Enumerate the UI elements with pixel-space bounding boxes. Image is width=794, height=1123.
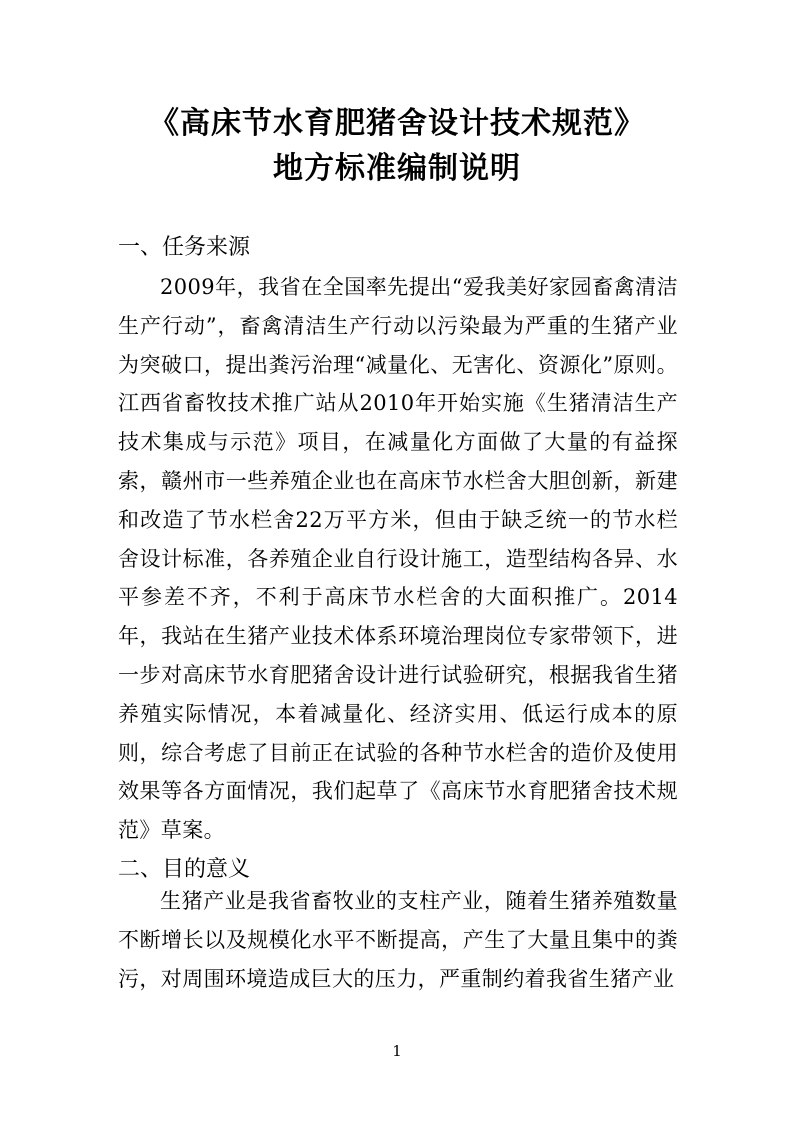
document-subtitle: 地方标准编制说明 [273,151,521,186]
section-paragraph-purpose: 生猪产业是我省畜牧业的支柱产业，随着生猪养殖数量不断增长以及规模化水平不断提高，产生了大量且集中的粪污，对周围环境造成巨大的压力，严重制约着我省生猪产业 [118,889,678,991]
section-paragraph-task-source: 2009年，我省在全国率先提出“爱我美好家园畜禽清洁生产行动”，畜禽清洁生产行动以污染最为严重的生猪产业为突破口，提出粪污治理“减量化、无害化、资源化”原则。江西省畜牧技术推广站从2010年开始实施《生猪清洁生产技术集成与示范》项目，在减量化方面做了大量的有益探索，赣州市一些养殖企业也在高床节水栏舍大胆创新，新建和改造了节水栏舍22万平方米，但由于缺乏统一的节水栏舍设计标准，各养殖企业自行设计施工，造型结构各异、水平参差不齐，不利于高床节水栏舍的大面积推广。2014年，我站在生猪产业技术体系环境治理岗位专家带领下，进一步对高床节水育肥猪舍设计进行试验研究，根据我省生猪养殖实际情况，本着减量化、经济实用、低运行成本的原则，综合考虑了目前正在试验的各种节水栏舍的造价及使用效果等各方面情况，我们起草了《高床节水育肥猪舍技术规范》草案。 [118,275,678,843]
section-heading-task-source: 一、任务来源 [118,235,251,260]
document-title: 《高床节水育肥猪舍设计技术规范》 [149,106,645,141]
section-heading-purpose: 二、目的意义 [118,857,251,882]
page-number: 1 [392,1042,402,1060]
